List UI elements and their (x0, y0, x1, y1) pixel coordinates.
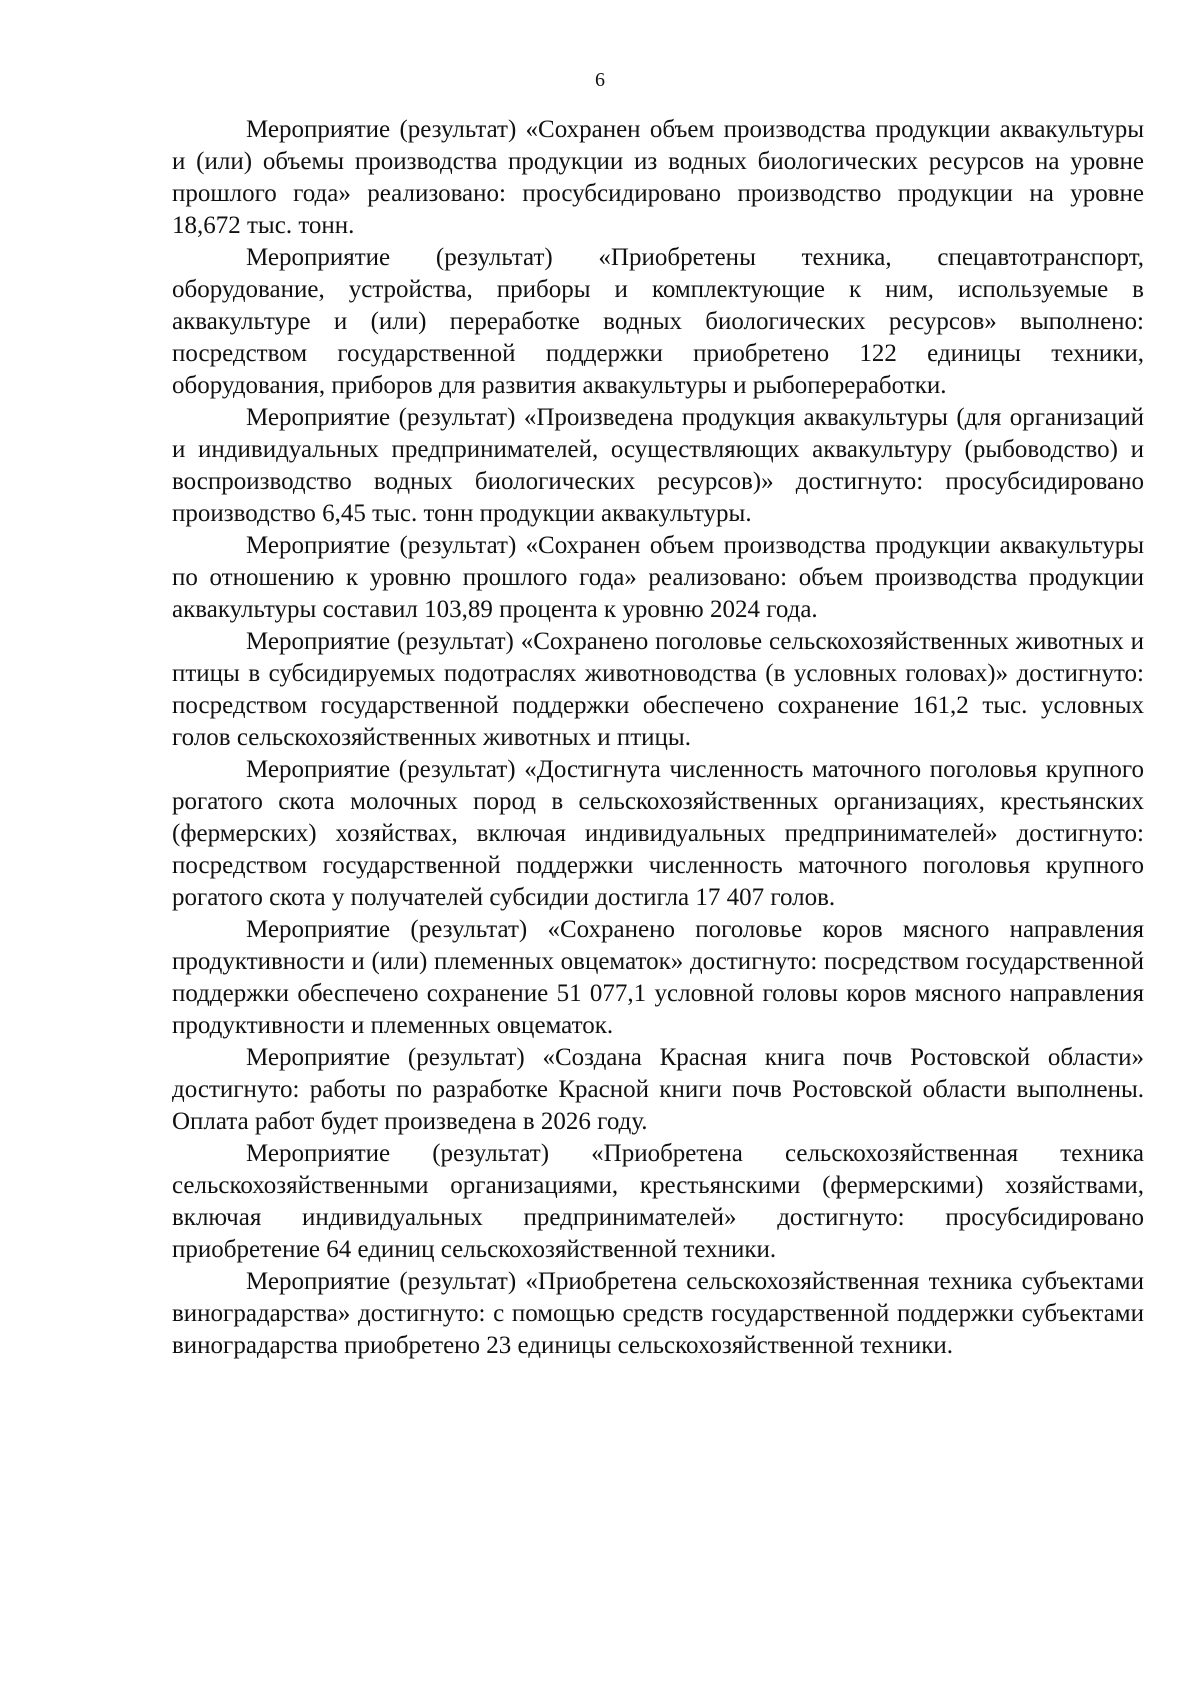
paragraph-livestock-preserved: Мероприятие (результат) «Сохранено поголовье сельскохозяйственных животных и птицы в субсидируемых подотраслях животноводства (в условных головах)» достигнуто: посредством государственной поддержки обеспечено сохранение 161,2 тыс. условных голов сельскохозяйственных животных и птицы. (172, 628, 1144, 751)
document-body (172, 114, 1144, 1362)
paragraph-dairy-cattle: Мероприятие (результат) «Достигнута численность маточного поголовья крупного рогатого скота молочных пород в сельскохозяйственных организациях, крестьянских (фермерских) хозяйствах, включая индивидуальных предпринимателей» достигнуто: посредством государственной поддержки численность маточного поголовья крупного рогатого скота у получателей субсидии достигла 17 407 голов. (172, 756, 1144, 911)
paragraph-viticulture-machinery: Мероприятие (результат) «Приобретена сельскохозяйственная техника субъектами виноградарства» достигнуто: с помощью средств государственной поддержки субъектами виноградарства приобретено 23 единицы сельскохозяйственной техники. (172, 1268, 1144, 1359)
paragraph-aquaculture-production: Мероприятие (результат) «Произведена продукция аквакультуры (для организаций и индивидуальных предпринимателей, осуществляющих аквакультуру (рыбоводство) и воспроизводство водных биологических ресурсов)» достигнуто: просубсидировано производство 6,45 тыс. тонн продукции аквакультуры. (172, 404, 1144, 527)
paragraph-equipment-purchase: Мероприятие (результат) «Приобретены техника, спецавтотранспорт, оборудование, устройства, приборы и комплектующие к ним, используемые в аквакультуре и (или) переработке водных биологических ресурсов» выполнено: посредством государственной поддержки приобретено 122 единицы техники, оборудования, приборов для развития аквакультуры и рыбопереработки. (172, 244, 1144, 399)
paragraph-agri-machinery: Мероприятие (результат) «Приобретена сельскохозяйственная техника сельскохозяйственными организациями, крестьянскими (фермерскими) хозяйствами, включая индивидуальных предпринимателей» достигнуто: просубсидировано приобретение 64 единиц сельскохозяйственной техники. (172, 1140, 1144, 1263)
paragraph-aquaculture-volume-ratio: Мероприятие (результат) «Сохранен объем производства продукции аквакультуры по отношению к уровню прошлого года» реализовано: объем производства продукции аквакультуры составил 103,89 процента к уровню 2024 года. (172, 532, 1144, 623)
page-number: 6 (595, 69, 605, 91)
paragraph-beef-cows-ewes: Мероприятие (результат) «Сохранено поголовье коров мясного направления продуктивности и (или) племенных овцематок» достигнуто: посредством государственной поддержки обеспечено сохранение 51 077,1 условной головы коров мясного направления продуктивности и племенных овцематок. (172, 916, 1144, 1039)
paragraph-aquaculture-volume: Мероприятие (результат) «Сохранен объем производства продукции аквакультуры и (или) объемы производства продукции из водных биологических ресурсов на уровне прошлого года» реализовано: просубсидировано производство продукции на уровне 18,672 тыс. тонн. (172, 116, 1144, 239)
paragraph-red-book-soils: Мероприятие (результат) «Создана Красная книга почв Ростовской области» достигнуто: работы по разработке Красной книги почв Ростовской области выполнены. Оплата работ будет произведена в 2026 году. (172, 1044, 1144, 1135)
